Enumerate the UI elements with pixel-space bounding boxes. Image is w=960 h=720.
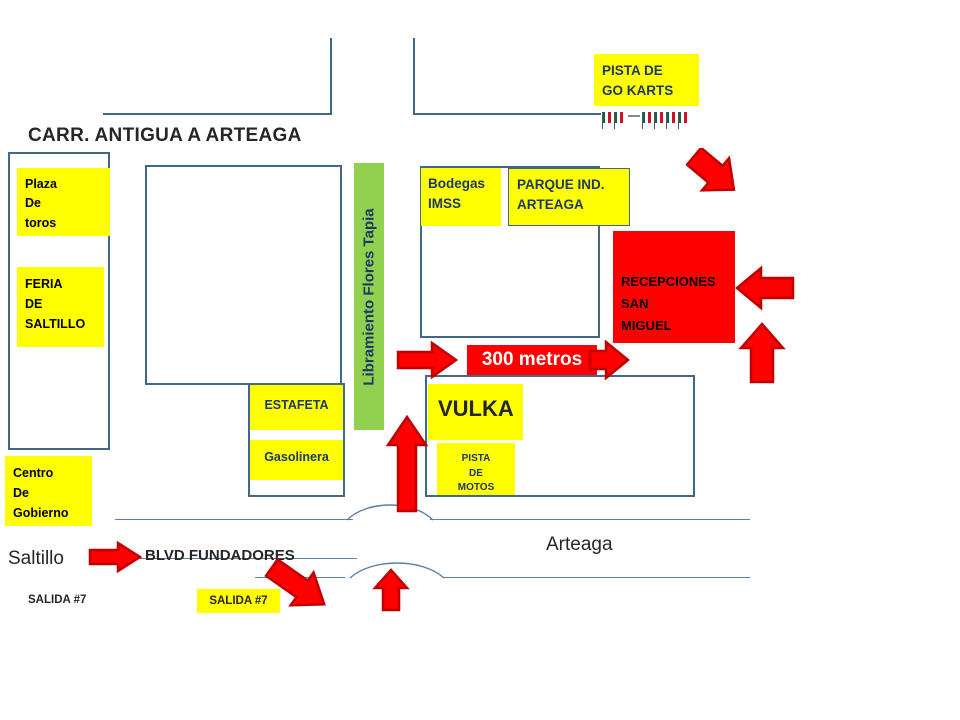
feria-line-1: FERIA [25, 277, 63, 291]
place-feria-de-saltillo [17, 267, 104, 347]
blvd-fundadores-label: BLVD FUNDADORES [145, 547, 295, 564]
block-center-large [145, 165, 342, 385]
place-pista-de-go-karts [594, 54, 699, 106]
motos-line-2: DE [469, 467, 483, 479]
estafeta-label: ESTAFETA [264, 398, 329, 412]
salida-7-box: SALIDA #7 [197, 589, 280, 613]
motos-line-1: PISTA [461, 453, 491, 464]
parque-line-2: ARTEAGA [517, 196, 584, 212]
mexican-flag-icon [666, 112, 675, 129]
arrow-to-recepciones-up-icon [738, 322, 786, 384]
blvd-line-lower-right [443, 577, 750, 578]
arrow-east-on-libramiento-icon [396, 341, 458, 379]
gasolinera-label: Gasolinera [264, 450, 329, 464]
place-pista-de-motos [437, 443, 515, 495]
centro-line-1: Centro [13, 466, 54, 480]
arrow-north-to-vulka-icon [385, 415, 429, 513]
place-estafeta [250, 385, 343, 430]
centro-line-3: Gobierno [13, 506, 69, 520]
arrow-banner-right-icon [588, 340, 630, 380]
libramiento-flores-tapia-strip [354, 163, 384, 430]
place-centro-de-gobierno [5, 456, 92, 526]
arrow-saltillo-east-icon [88, 541, 142, 573]
plaza-line-3: toros [25, 215, 57, 230]
parque-line-1: PARQUE IND. [517, 177, 605, 192]
mexican-flag-icon [678, 112, 687, 129]
place-bodegas-imss [421, 168, 501, 226]
feria-line-3: SALTILLO [25, 317, 86, 331]
plaza-line-1: Plaza [25, 177, 57, 191]
plaza-line-2: De [25, 196, 41, 211]
mexican-flag-icon [642, 112, 651, 129]
arrow-to-recepciones-left-icon [735, 265, 795, 311]
salida-7-text: SALIDA #7 [28, 594, 87, 606]
saltillo-label: Saltillo [8, 548, 64, 569]
place-vulka [428, 384, 523, 440]
centro-line-2: De [13, 486, 29, 500]
flags-separator [628, 115, 640, 117]
gokarts-line-2: GO KARTS [602, 82, 674, 98]
arrow-salida-down-right-icon [263, 558, 333, 614]
blvd-line-upper-right [430, 519, 750, 520]
recepciones-line-1: RECEPCIONES [621, 274, 716, 289]
libramiento-label: Libramiento Flores Tapia [360, 207, 378, 386]
mexican-flag-icon [614, 112, 623, 129]
place-gasolinera [250, 440, 343, 480]
place-recepciones-san-miguel [613, 231, 735, 343]
gokarts-line-1: PISTA DE [602, 63, 663, 78]
mexican-flag-icon [654, 112, 663, 129]
road-line-horizontal-topleft [103, 113, 332, 115]
vulka-label: VULKA [438, 396, 514, 421]
recepciones-line-2: SAN [621, 296, 649, 312]
bodegas-line-2: IMSS [428, 195, 462, 211]
arteaga-label: Arteaga [546, 534, 613, 555]
mexican-flag-icon [602, 112, 611, 129]
motos-line-3: MOTOS [457, 482, 495, 493]
road-line-vertical-left [330, 38, 332, 113]
recepciones-line-3: MIGUEL [621, 318, 672, 334]
place-plaza-de-toros [17, 168, 110, 236]
place-parque-industrial-arteaga [508, 168, 630, 226]
carr-antigua-label: CARR. ANTIGUA A ARTEAGA [28, 125, 302, 146]
blvd-line-upper-left [115, 519, 353, 520]
road-line-vertical-right [413, 38, 415, 113]
flags-row [602, 112, 702, 134]
arrow-to-gokarts-icon [686, 148, 742, 198]
arrow-salida-up-icon [372, 568, 410, 612]
bodegas-line-1: Bodegas [428, 176, 486, 191]
road-line-horizontal-topright [413, 113, 601, 115]
distance-banner: 300 metros [467, 345, 597, 375]
feria-line-2: DE [25, 297, 43, 311]
